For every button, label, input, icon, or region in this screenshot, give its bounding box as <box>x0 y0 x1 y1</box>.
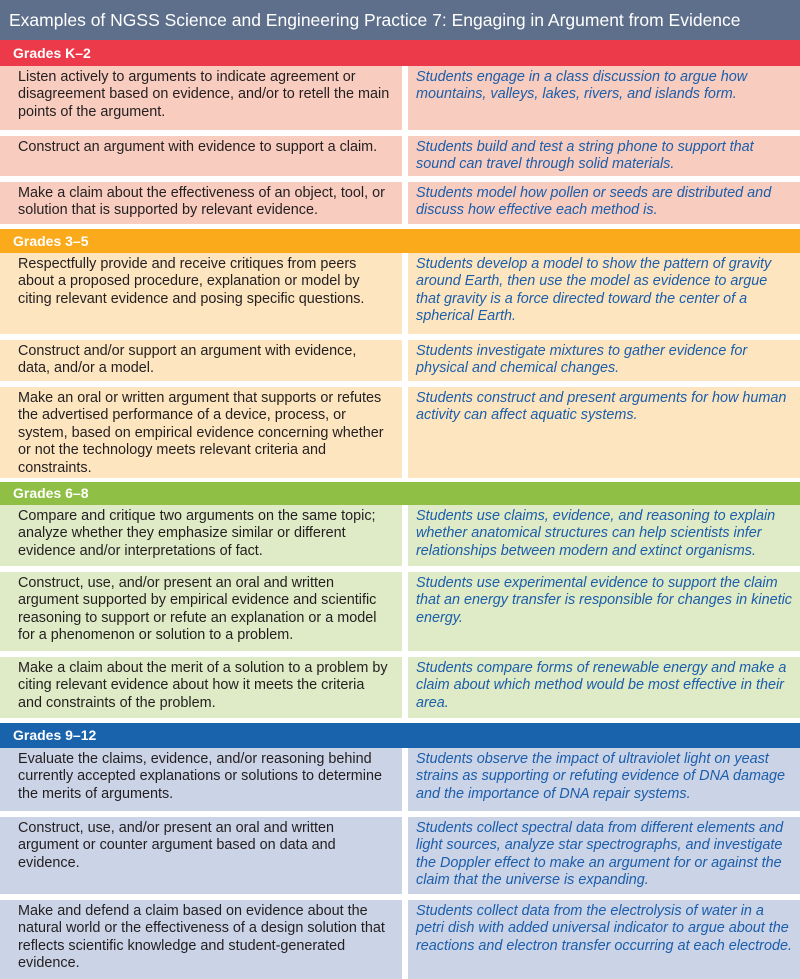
example-cell: Students develop a model to show the pattern of gravity around Earth, then use the model as evidence to argue that gravity is a force directed toward the center of a spherical Earth. <box>408 253 800 334</box>
table-row <box>0 253 800 334</box>
practice-cell: Make a claim about the effectiveness of an object, tool, or solution that is supported by relevant evidence. <box>0 182 402 224</box>
grade-band-header: Grades 3–5 <box>0 229 800 253</box>
table-title: Examples of NGSS Science and Engineering Practice 7: Engaging in Argument from Evidence <box>0 0 800 40</box>
column-divider <box>402 817 408 894</box>
example-cell: Students collect spectral data from different elements and light sources, analyze star spectrographs, and investigate the Doppler effect to make an argument for or against the claim that the universe is expanding. <box>408 817 800 894</box>
table-row <box>0 136 800 176</box>
practice-cell: Make and defend a claim based on evidence about the natural world or the effectiveness of a design solution that reflects scientific knowledge and student-generated evidence. <box>0 900 402 979</box>
column-divider <box>402 182 408 224</box>
grade-band-header: Grades 9–12 <box>0 723 800 748</box>
grade-band-header: Grades K–2 <box>0 40 800 66</box>
practice-cell: Construct, use, and/or present an oral and written argument or counter argument based on data and evidence. <box>0 817 402 894</box>
example-cell: Students use experimental evidence to support the claim that an energy transfer is responsible for changes in kinetic energy. <box>408 572 800 651</box>
column-divider <box>402 748 408 811</box>
table-row <box>0 572 800 651</box>
grade-band-header: Grades 6–8 <box>0 482 800 505</box>
table-row <box>0 817 800 894</box>
practice-cell: Evaluate the claims, evidence, and/or reasoning behind currently accepted explanations or solutions to determine the merits of arguments. <box>0 748 402 811</box>
table-row <box>0 182 800 224</box>
column-divider <box>402 136 408 176</box>
column-divider <box>402 657 408 718</box>
practice-cell: Construct, use, and/or present an oral and written argument supported by empirical evidence and scientific reasoning to support or refute an explanation or a model for a phenomenon or solution to a problem. <box>0 572 402 651</box>
practice-cell: Construct an argument with evidence to support a claim. <box>0 136 402 176</box>
table-row <box>0 66 800 130</box>
table-row <box>0 387 800 478</box>
column-divider <box>402 66 408 130</box>
table-row <box>0 657 800 718</box>
example-cell: Students use claims, evidence, and reasoning to explain whether anatomical structures can help scientists infer relationships between modern and extinct organisms. <box>408 505 800 566</box>
example-cell: Students observe the impact of ultraviolet light on yeast strains as supporting or refuting evidence of DNA damage and the importance of DNA repair systems. <box>408 748 800 811</box>
example-cell: Students model how pollen or seeds are distributed and discuss how effective each method is. <box>408 182 800 224</box>
column-divider <box>402 340 408 381</box>
column-divider <box>402 900 408 979</box>
column-divider <box>402 572 408 651</box>
table-row <box>0 748 800 811</box>
practice-cell: Make a claim about the merit of a solution to a problem by citing relevant evidence about how it meets the criteria and constraints of the problem. <box>0 657 402 718</box>
example-cell: Students compare forms of renewable energy and make a claim about which method would be most effective in their area. <box>408 657 800 718</box>
example-cell: Students build and test a string phone to support that sound can travel through solid materials. <box>408 136 800 176</box>
column-divider <box>402 505 408 566</box>
table-row <box>0 505 800 566</box>
example-cell: Students engage in a class discussion to argue how mountains, valleys, lakes, rivers, and islands form. <box>408 66 800 130</box>
practice-cell: Construct and/or support an argument with evidence, data, and/or a model. <box>0 340 402 381</box>
practice-cell: Compare and critique two arguments on the same topic; analyze whether they emphasize similar or different evidence and/or interpretations of fact. <box>0 505 402 566</box>
practice-cell: Listen actively to arguments to indicate agreement or disagreement based on evidence, and/or to retell the main points of the argument. <box>0 66 402 130</box>
column-divider <box>402 387 408 478</box>
table-row <box>0 900 800 979</box>
column-divider <box>402 253 408 334</box>
example-cell: Students construct and present arguments for how human activity can affect aquatic systems. <box>408 387 800 478</box>
example-cell: Students investigate mixtures to gather evidence for physical and chemical changes. <box>408 340 800 381</box>
practice-cell: Respectfully provide and receive critiques from peers about a proposed procedure, explanation or model by citing relevant evidence and posing specific questions. <box>0 253 402 334</box>
example-cell: Students collect data from the electrolysis of water in a petri dish with added universal indicator to argue about the reactions and electron transfer occurring at each electrode. <box>408 900 800 979</box>
practice-cell: Make an oral or written argument that supports or refutes the advertised performance of a device, process, or system, based on empirical evidence concerning whether or not the technology meets relevant criteria and constraints. <box>0 387 402 478</box>
table-row <box>0 340 800 381</box>
